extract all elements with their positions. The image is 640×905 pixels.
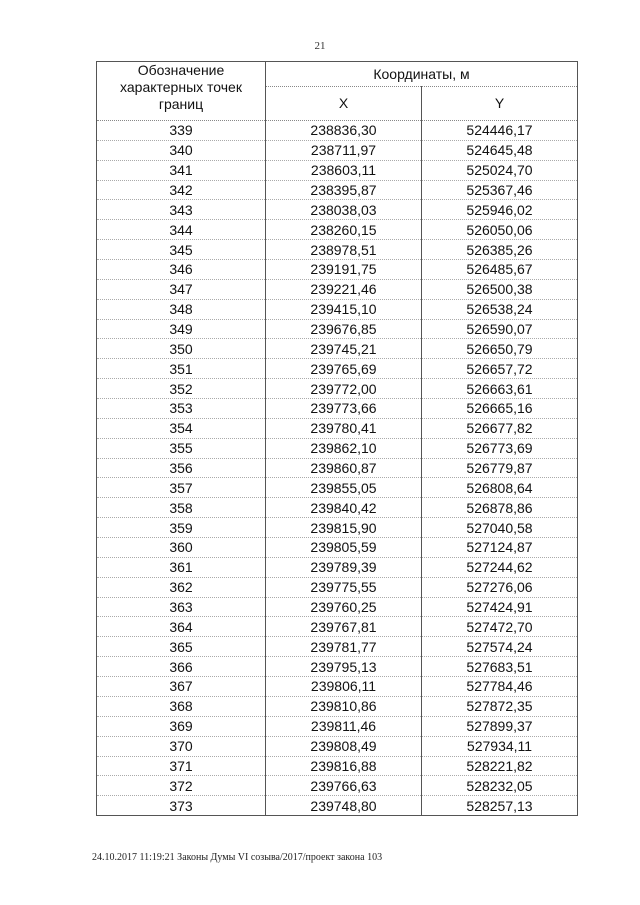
x-coordinate-cell: 239773,66 xyxy=(266,399,422,419)
table-row xyxy=(97,736,578,756)
y-coordinate-cell: 526500,38 xyxy=(422,279,578,299)
y-coordinate-cell: 527472,70 xyxy=(422,617,578,637)
x-coordinate-cell: 239805,59 xyxy=(266,538,422,558)
table-row xyxy=(97,538,578,558)
x-coordinate-cell: 239781,77 xyxy=(266,637,422,657)
y-coordinate-cell: 526779,87 xyxy=(422,458,578,478)
y-coordinate-cell: 526385,26 xyxy=(422,240,578,260)
y-coordinate-cell: 526773,69 xyxy=(422,438,578,458)
table-row xyxy=(97,498,578,518)
table-row xyxy=(97,359,578,379)
point-id-cell: 372 xyxy=(97,776,266,796)
x-coordinate-cell: 239795,13 xyxy=(266,657,422,677)
table-row xyxy=(97,677,578,697)
y-coordinate-cell: 526590,07 xyxy=(422,319,578,339)
point-id-cell: 347 xyxy=(97,279,266,299)
table-row xyxy=(97,220,578,240)
point-id-cell: 350 xyxy=(97,339,266,359)
x-coordinate-cell: 239816,88 xyxy=(266,756,422,776)
y-coordinate-cell: 526665,16 xyxy=(422,399,578,419)
table-row xyxy=(97,657,578,677)
y-coordinate-cell: 524645,48 xyxy=(422,140,578,160)
x-coordinate-cell: 239766,63 xyxy=(266,776,422,796)
header-point-designation: Обозначение характерных точек границ xyxy=(97,62,266,121)
x-coordinate-cell: 239676,85 xyxy=(266,319,422,339)
point-id-cell: 351 xyxy=(97,359,266,379)
point-id-cell: 349 xyxy=(97,319,266,339)
x-coordinate-cell: 239775,55 xyxy=(266,577,422,597)
table-row xyxy=(97,399,578,419)
point-id-cell: 369 xyxy=(97,716,266,736)
point-id-cell: 365 xyxy=(97,637,266,657)
x-coordinate-cell: 239815,90 xyxy=(266,518,422,538)
y-coordinate-cell: 526878,86 xyxy=(422,498,578,518)
point-id-cell: 357 xyxy=(97,478,266,498)
x-coordinate-cell: 239810,86 xyxy=(266,696,422,716)
y-coordinate-cell: 527899,37 xyxy=(422,716,578,736)
y-coordinate-cell: 524446,17 xyxy=(422,121,578,141)
y-coordinate-cell: 525946,02 xyxy=(422,200,578,220)
table-row xyxy=(97,776,578,796)
coordinates-table xyxy=(96,61,578,816)
point-id-cell: 370 xyxy=(97,736,266,756)
point-id-cell: 343 xyxy=(97,200,266,220)
x-coordinate-cell: 239415,10 xyxy=(266,299,422,319)
table-row xyxy=(97,121,578,141)
header-coordinates: Координаты, м xyxy=(266,62,578,87)
x-coordinate-cell: 238836,30 xyxy=(266,121,422,141)
point-id-cell: 356 xyxy=(97,458,266,478)
x-coordinate-cell: 239860,87 xyxy=(266,458,422,478)
point-id-cell: 340 xyxy=(97,140,266,160)
point-id-cell: 360 xyxy=(97,538,266,558)
x-coordinate-cell: 239765,69 xyxy=(266,359,422,379)
x-coordinate-cell: 239840,42 xyxy=(266,498,422,518)
y-coordinate-cell: 525024,70 xyxy=(422,160,578,180)
table-row xyxy=(97,379,578,399)
point-id-cell: 368 xyxy=(97,696,266,716)
point-id-cell: 358 xyxy=(97,498,266,518)
table-row xyxy=(97,418,578,438)
y-coordinate-cell: 528257,13 xyxy=(422,796,578,816)
point-id-cell: 354 xyxy=(97,418,266,438)
table-row xyxy=(97,577,578,597)
y-coordinate-cell: 526538,24 xyxy=(422,299,578,319)
x-coordinate-cell: 239760,25 xyxy=(266,597,422,617)
y-coordinate-cell: 528232,05 xyxy=(422,776,578,796)
y-coordinate-cell: 526657,72 xyxy=(422,359,578,379)
x-coordinate-cell: 238711,97 xyxy=(266,140,422,160)
y-coordinate-cell: 527040,58 xyxy=(422,518,578,538)
point-id-cell: 341 xyxy=(97,160,266,180)
table-row xyxy=(97,339,578,359)
y-coordinate-cell: 527872,35 xyxy=(422,696,578,716)
point-id-cell: 362 xyxy=(97,577,266,597)
table-row xyxy=(97,597,578,617)
header-x: X xyxy=(266,87,422,121)
y-coordinate-cell: 527574,24 xyxy=(422,637,578,657)
point-id-cell: 366 xyxy=(97,657,266,677)
point-id-cell: 371 xyxy=(97,756,266,776)
x-coordinate-cell: 239855,05 xyxy=(266,478,422,498)
table-row xyxy=(97,557,578,577)
y-coordinate-cell: 526050,06 xyxy=(422,220,578,240)
point-id-cell: 345 xyxy=(97,240,266,260)
table-row xyxy=(97,260,578,280)
x-coordinate-cell: 239767,81 xyxy=(266,617,422,637)
table-row xyxy=(97,458,578,478)
x-coordinate-cell: 239745,21 xyxy=(266,339,422,359)
x-coordinate-cell: 238395,87 xyxy=(266,180,422,200)
x-coordinate-cell: 239806,11 xyxy=(266,677,422,697)
y-coordinate-cell: 527424,91 xyxy=(422,597,578,617)
point-id-cell: 363 xyxy=(97,597,266,617)
x-coordinate-cell: 239748,80 xyxy=(266,796,422,816)
x-coordinate-cell: 239221,46 xyxy=(266,279,422,299)
y-coordinate-cell: 527276,06 xyxy=(422,577,578,597)
point-id-cell: 352 xyxy=(97,379,266,399)
point-id-cell: 367 xyxy=(97,677,266,697)
table-row xyxy=(97,478,578,498)
y-coordinate-cell: 525367,46 xyxy=(422,180,578,200)
x-coordinate-cell: 239789,39 xyxy=(266,557,422,577)
point-id-cell: 346 xyxy=(97,260,266,280)
table-row xyxy=(97,180,578,200)
page-number: 21 xyxy=(314,40,326,52)
y-coordinate-cell: 527124,87 xyxy=(422,538,578,558)
point-id-cell: 359 xyxy=(97,518,266,538)
table-row xyxy=(97,716,578,736)
x-coordinate-cell: 238603,11 xyxy=(266,160,422,180)
y-coordinate-cell: 526677,82 xyxy=(422,418,578,438)
table-row xyxy=(97,299,578,319)
table-row xyxy=(97,319,578,339)
x-coordinate-cell: 239780,41 xyxy=(266,418,422,438)
table-row xyxy=(97,756,578,776)
table-row xyxy=(97,637,578,657)
x-coordinate-cell: 238978,51 xyxy=(266,240,422,260)
table-row xyxy=(97,140,578,160)
table-row xyxy=(97,696,578,716)
x-coordinate-cell: 239808,49 xyxy=(266,736,422,756)
table-row xyxy=(97,160,578,180)
x-coordinate-cell: 239811,46 xyxy=(266,716,422,736)
point-id-cell: 348 xyxy=(97,299,266,319)
point-id-cell: 353 xyxy=(97,399,266,419)
x-coordinate-cell: 238260,15 xyxy=(266,220,422,240)
x-coordinate-cell: 239772,00 xyxy=(266,379,422,399)
table-body xyxy=(97,121,578,816)
x-coordinate-cell: 239191,75 xyxy=(266,260,422,280)
table-row xyxy=(97,796,578,816)
y-coordinate-cell: 527934,11 xyxy=(422,736,578,756)
x-coordinate-cell: 238038,03 xyxy=(266,200,422,220)
y-coordinate-cell: 526485,67 xyxy=(422,260,578,280)
x-coordinate-cell: 239862,10 xyxy=(266,438,422,458)
y-coordinate-cell: 528221,82 xyxy=(422,756,578,776)
point-id-cell: 342 xyxy=(97,180,266,200)
table-row xyxy=(97,617,578,637)
table-row xyxy=(97,518,578,538)
table-row xyxy=(97,438,578,458)
y-coordinate-cell: 527683,51 xyxy=(422,657,578,677)
header-y: Y xyxy=(422,87,578,121)
point-id-cell: 355 xyxy=(97,438,266,458)
table-row xyxy=(97,200,578,220)
y-coordinate-cell: 527784,46 xyxy=(422,677,578,697)
point-id-cell: 364 xyxy=(97,617,266,637)
point-id-cell: 344 xyxy=(97,220,266,240)
point-id-cell: 373 xyxy=(97,796,266,816)
y-coordinate-cell: 526650,79 xyxy=(422,339,578,359)
y-coordinate-cell: 526808,64 xyxy=(422,478,578,498)
y-coordinate-cell: 526663,61 xyxy=(422,379,578,399)
table-row xyxy=(97,240,578,260)
table-row xyxy=(97,279,578,299)
point-id-cell: 361 xyxy=(97,557,266,577)
footer-stamp: 24.10.2017 11:19:21 Законы Думы VI созыва/2017/проект закона 103 xyxy=(92,852,383,863)
y-coordinate-cell: 527244,62 xyxy=(422,557,578,577)
point-id-cell: 339 xyxy=(97,121,266,141)
